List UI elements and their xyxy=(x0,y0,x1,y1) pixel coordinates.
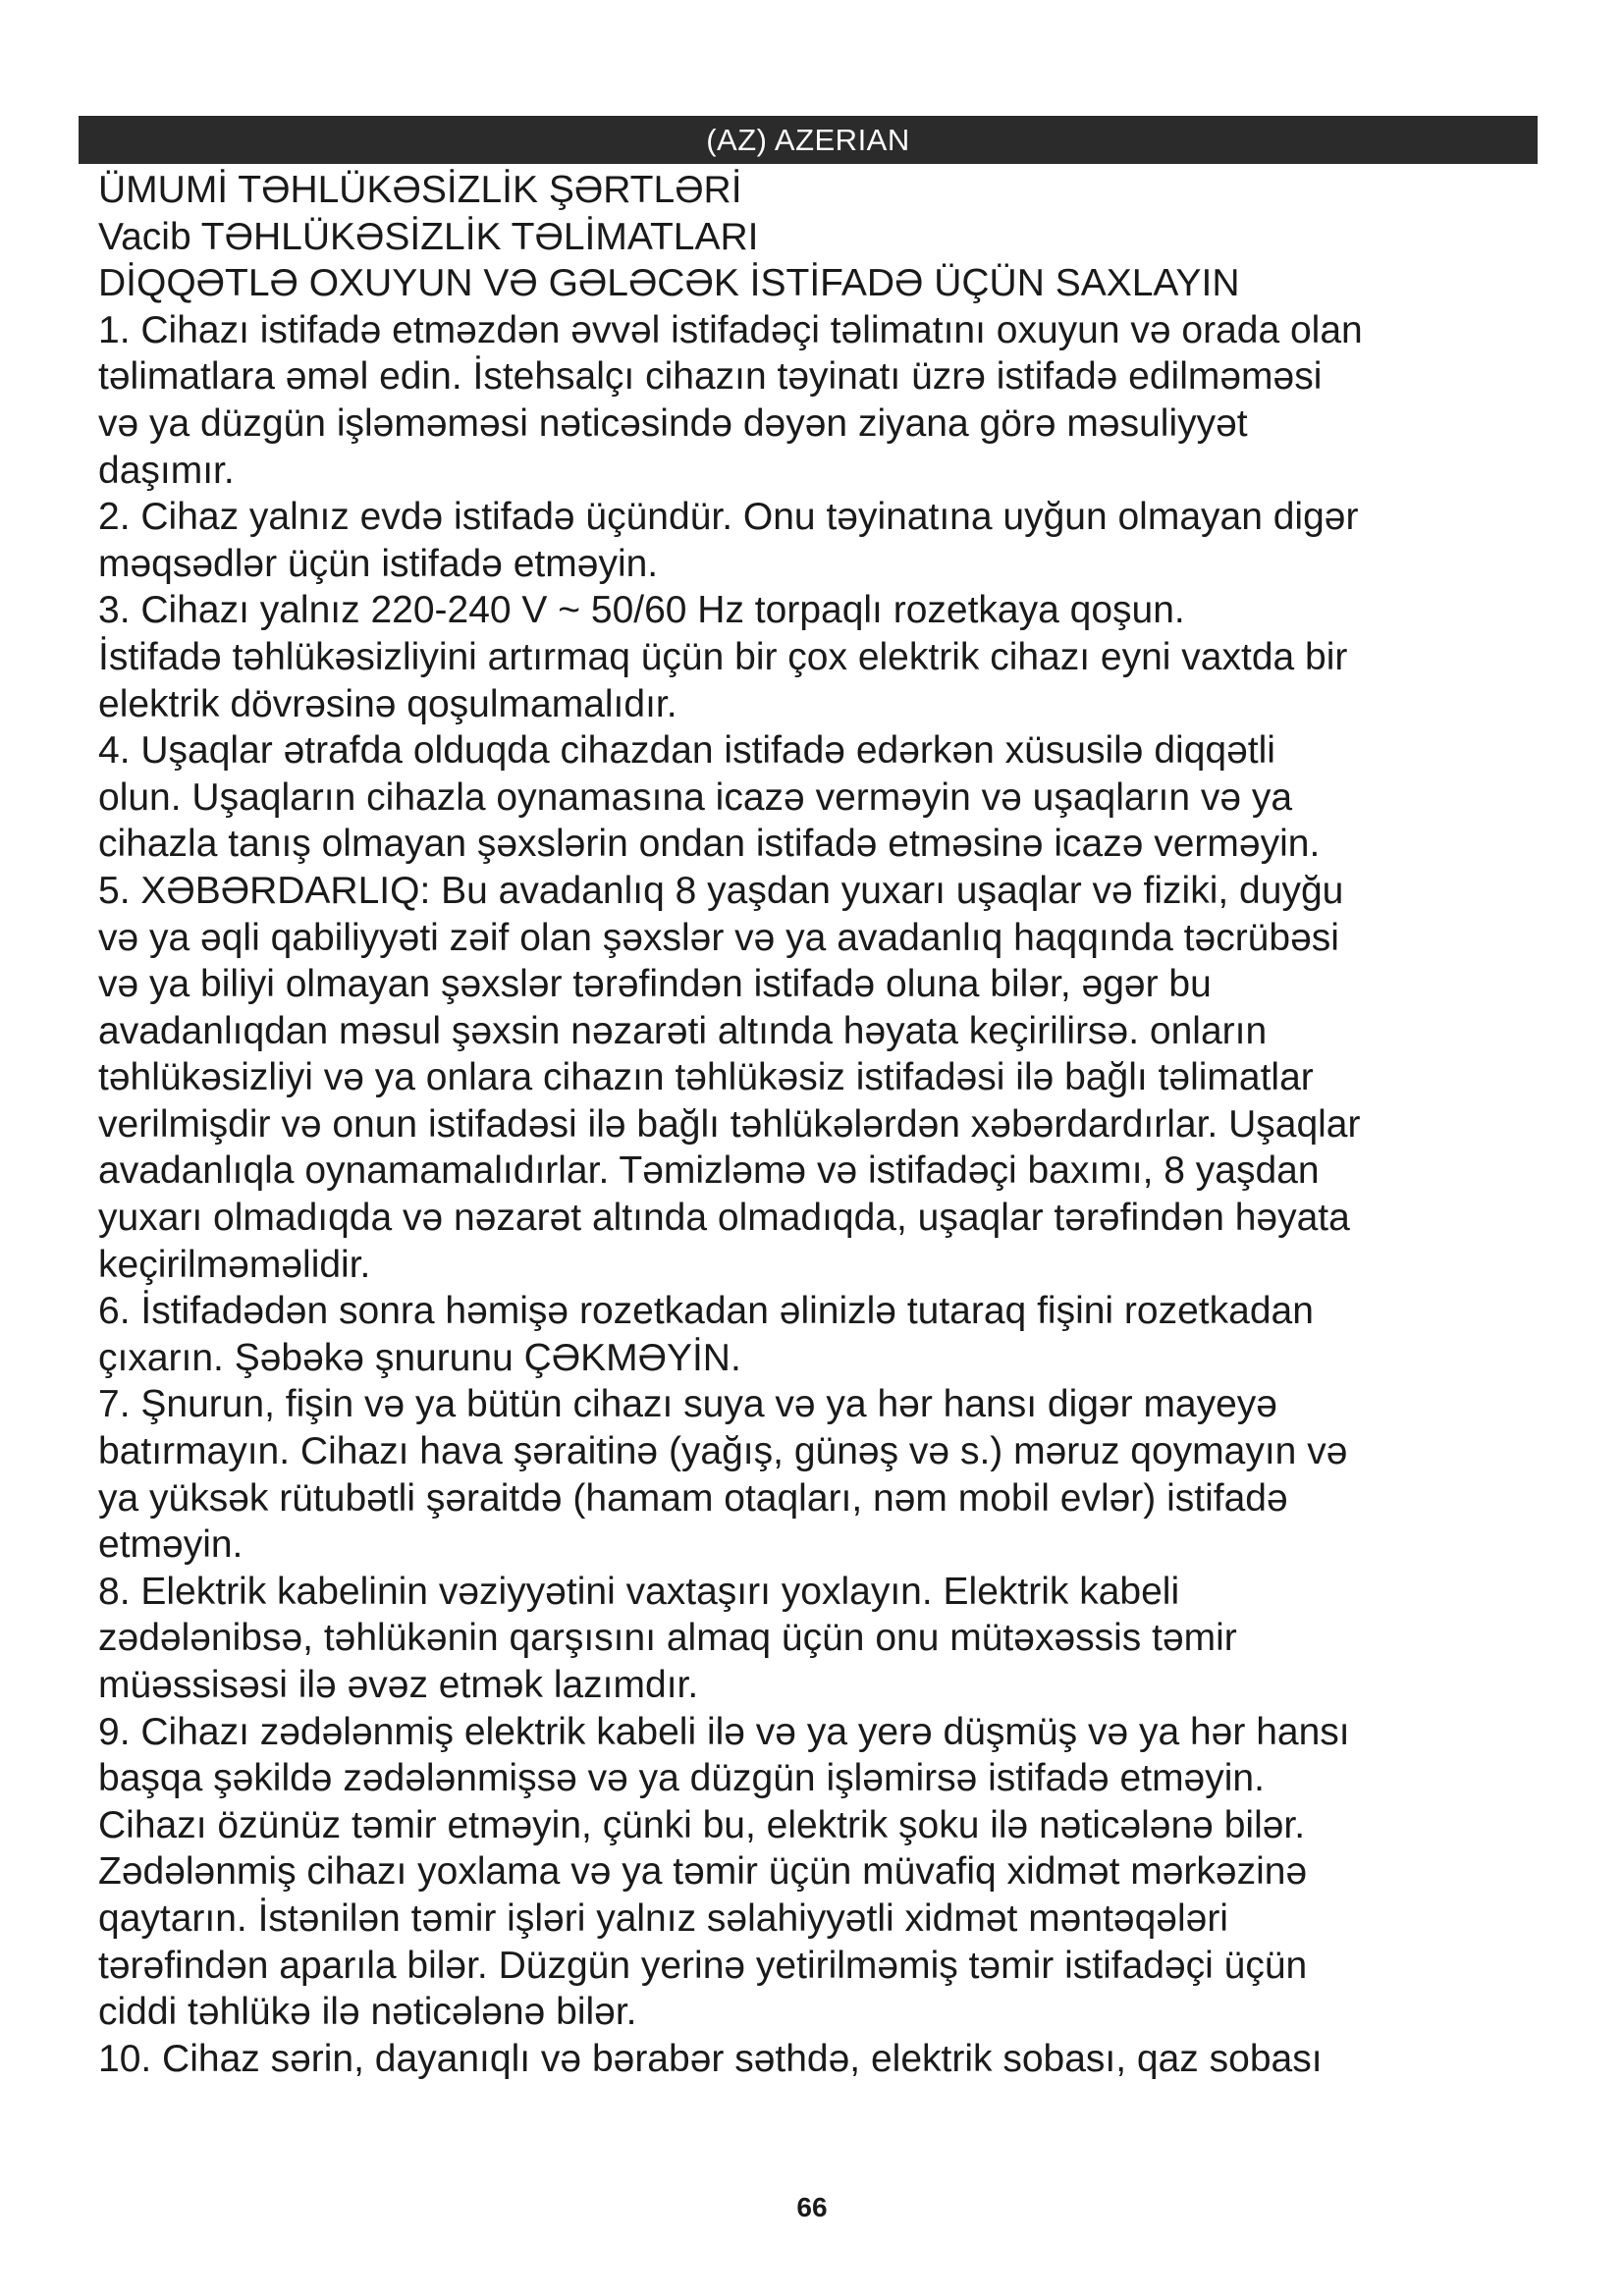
instruction-item: 4. Uşaqlar ətrafda olduqda cihazdan istifadə edərkən xüsusilə diqqətli olun. Uşaqların cihazla oynamasına icazə verməyin və uşaqların və ya cihazla tanış olmayan şəxslərin ondan istifadə etməsinə icazə verməyin. xyxy=(98,729,1321,866)
instruction-item: 2. Cihaz yalnız evdə istifadə üçündür. Onu təyinatına uyğun olmayan digər məqsədlər üçün istifadə etməyin. xyxy=(98,496,1359,585)
language-header-bar: (AZ) AZERIAN xyxy=(79,116,1538,164)
instruction-item: 5. XƏBƏRDARLIQ: Bu avadanlıq 8 yaşdan yuxarı uşaqlar və fiziki, duyğu və ya əqli qabiliyyəti zəif olan şəxslər və ya avadanlıq haqqında təcrübəsi və ya biliyi olmayan şəxslər tərəfindən istifadə oluna bilər, əgər bu avadanlıqdan məsul şəxsin nəzarəti altında həyata keçirilirsə. onların təhlükəsizliyi və ya onlara cihazın təhlükəsiz istifadəsi ilə bağlı təlimatlar verilmişdir və onun istifadəsi ilə bağlı təhlükələrdən xəbərdardırlar. Uşaqlar avadanlıqla oynamamalıdırlar. Təmizləmə və istifadəçi baxımı, 8 yaşdan yuxarı olmadıqda və nəzarət altında olmadıqda, uşaqlar tərəfindən həyata keçirilməməlidir. xyxy=(98,869,1361,1286)
instruction-item: 6. İstifadədən sonra həmişə rozetkadan əlinizlə tutaraq fişini rozetkadan çıxarın. Şəbəkə şnurunu ÇƏKMƏYİN. xyxy=(98,1290,1314,1379)
safety-instructions xyxy=(98,167,1551,2082)
instruction-item: 8. Elektrik kabelinin vəziyyətini vaxtaşırı yoxlayın. Elektrik kabeli zədələnibsə, təhlükənin qarşısını almaq üçün onu mütəxəssis təmir müəssisəsi ilə əvəz etmək lazımdır. xyxy=(98,1570,1237,1706)
instruction-item: 9. Cihazı zədələnmiş elektrik kabeli ilə və ya yerə düşmüş və ya hər hansı başqa şəkildə zədələnmişsə və ya düzgün işləmirsə istifadə etməyin. Cihazı özünüz təmir etməyin, çünki bu, elektrik şoku ilə nəticələnə bilər. Zədələnmiş cihazı yoxlama və ya təmir üçün müvafiq xidmət mərkəzinə qaytarın. İstənilən təmir işləri yalnız səlahiyyətli xidmət məntəqələri tərəfindən aparıla bilər. Düzgün yerinə yetirilməmiş təmir istifadəçi üçün ciddi təhlükə ilə nəticələnə bilər. xyxy=(98,1710,1350,2034)
heading-important-instructions: Vacib TƏHLÜKƏSİZLİK TƏLİMATLARI xyxy=(98,215,759,258)
instruction-item: 1. Cihazı istifadə etməzdən əvvəl istifadəçi təlimatını oxuyun və orada olan təlimatlara əməl edin. İstehsalçı cihazın təyinatı üzrə istifadə edilməməsi və ya düzgün işləməməsi nəticəsində dəyən ziyana görə məsuliyyət daşımır. xyxy=(98,308,1363,492)
page-number: 66 xyxy=(796,2192,828,2222)
heading-general-safety: ÜMUMİ TƏHLÜKƏSİZLİK ŞƏRTLƏRİ xyxy=(98,169,742,211)
instruction-item: 7. Şnurun, fişin və ya bütün cihazı suya və ya hər hansı digər mayeyə batırmayın. Cihazı hava şəraitinə (yağış, günəş və s.) məruz qoymayın və ya yüksək rütubətli şəraitdə (hamam otaqları, nəm mobil evlər) istifadə etməyin. xyxy=(98,1383,1348,1567)
instruction-item: 10. Cihaz sərin, dayanıqlı və bərabər səthdə, elektrik sobası, qaz sobası xyxy=(98,2037,1323,2080)
instruction-item: 3. Cihazı yalnız 220-240 V ~ 50/60 Hz torpaqlı rozetkaya qoşun. İstifadə təhlükəsizliyini artırmaq üçün bir çox elektrik cihazı eyni vaxtda bir elektrik dövrəsinə qoşulmamalıdır. xyxy=(98,589,1348,725)
heading-read-and-keep: DİQQƏTLƏ OXUYUN VƏ GƏLƏCƏK İSTİFADƏ ÜÇÜN SAXLAYIN xyxy=(98,262,1240,305)
